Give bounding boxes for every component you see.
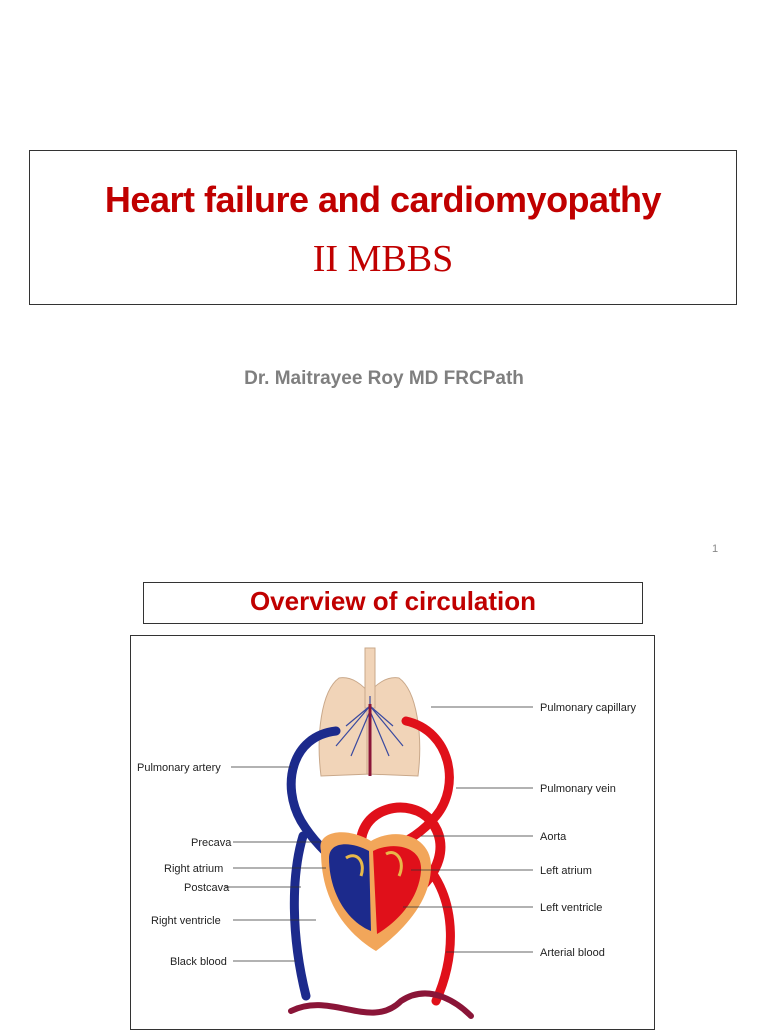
label-right-ventricle: Right ventricle <box>151 915 221 927</box>
label-left-ventricle: Left ventricle <box>540 902 603 914</box>
label-pulmonary-artery: Pulmonary artery <box>137 762 221 774</box>
lungs-illustration <box>319 648 420 776</box>
label-left-atrium: Left atrium <box>540 865 592 877</box>
label-black-blood: Black blood <box>170 956 227 968</box>
page-number: 1 <box>712 543 719 555</box>
title-box <box>29 150 737 305</box>
slide-subtitle: II MBBS <box>312 238 454 280</box>
slide-title: Heart failure and cardiomyopathy <box>104 179 662 220</box>
author-line: Dr. Maitrayee Roy MD FRCPath <box>244 368 524 389</box>
heart-illustration <box>320 832 431 951</box>
label-pulmonary-vein: Pulmonary vein <box>540 783 616 795</box>
label-arterial-blood: Arterial blood <box>540 947 605 959</box>
label-right-atrium: Right atrium <box>164 863 224 875</box>
circulation-diagram <box>130 635 655 1030</box>
slide-2-title-box <box>143 582 643 624</box>
label-pulmonary-capillary: Pulmonary capillary <box>540 702 636 714</box>
circulation-svg <box>131 636 655 1030</box>
slide-2-title: Overview of circulation <box>249 586 537 616</box>
label-precava: Precava <box>191 837 232 849</box>
label-postcava: Postcava <box>184 882 230 894</box>
label-aorta: Aorta <box>540 831 567 843</box>
